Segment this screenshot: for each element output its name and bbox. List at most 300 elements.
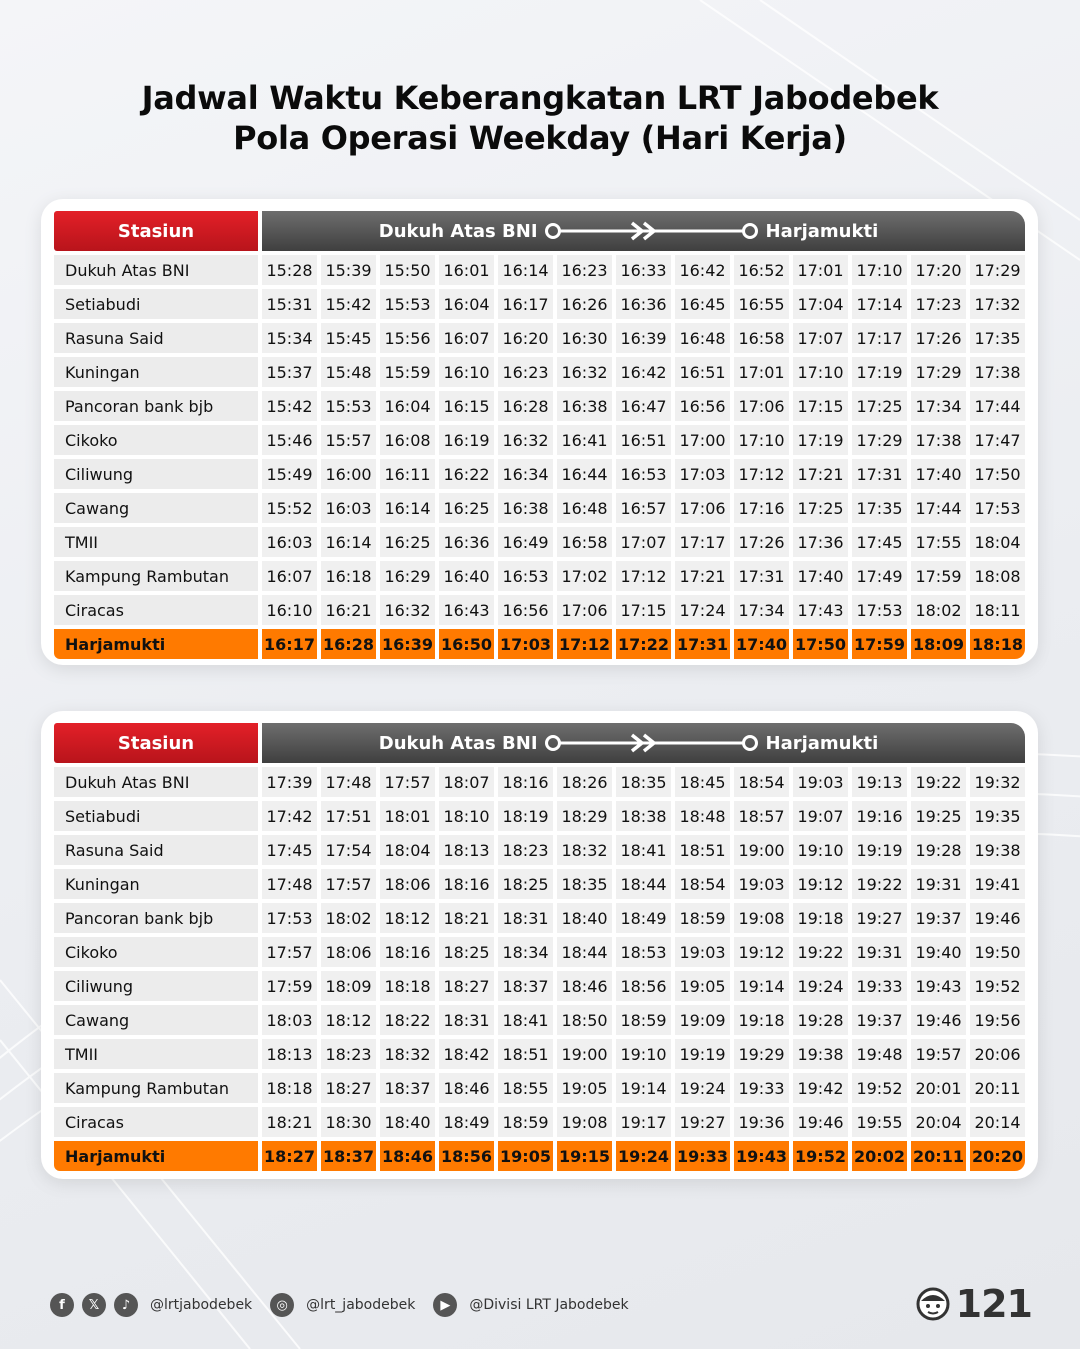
departure-time: 16:17 [498, 289, 553, 319]
departure-time: 16:40 [439, 561, 494, 591]
departure-time: 16:00 [321, 459, 376, 489]
hotline-logo [916, 1282, 1032, 1326]
departure-time: 19:05 [675, 971, 730, 1001]
route-to: Harjamukti [765, 220, 879, 242]
departure-time: 16:56 [675, 391, 730, 421]
departure-time: 19:38 [793, 1039, 848, 1069]
table-row [54, 1039, 1025, 1069]
departure-time: 19:14 [616, 1073, 671, 1103]
departure-time: 20:04 [911, 1107, 966, 1137]
departure-time: 18:29 [557, 801, 612, 831]
stasiun-header: Stasiun [54, 211, 258, 251]
table-row [54, 391, 1025, 421]
departure-time: 19:00 [557, 1039, 612, 1069]
station-name: Dukuh Atas BNI [54, 767, 258, 797]
schedule-table-2 [50, 719, 1029, 1175]
table-row [54, 801, 1025, 831]
departure-time: 16:51 [616, 425, 671, 455]
departure-time: 18:10 [439, 801, 494, 831]
departure-time: 18:06 [321, 937, 376, 967]
departure-time: 18:38 [616, 801, 671, 831]
station-name: Ciliwung [54, 971, 258, 1001]
departure-time: 18:12 [380, 903, 435, 933]
departure-time: 18:27 [321, 1073, 376, 1103]
departure-time: 16:01 [439, 255, 494, 285]
departure-time: 19:08 [557, 1107, 612, 1137]
departure-time: 19:03 [793, 767, 848, 797]
station-name: Cikoko [54, 937, 258, 967]
departure-time: 18:19 [498, 801, 553, 831]
departure-time: 17:53 [970, 493, 1025, 523]
departure-time: 19:36 [734, 1107, 789, 1137]
table-row [54, 1141, 1025, 1171]
station-name: Cikoko [54, 425, 258, 455]
departure-time: 15:31 [262, 289, 317, 319]
departure-time: 19:28 [793, 1005, 848, 1035]
departure-time: 17:06 [734, 391, 789, 421]
schedule-body-2 [54, 767, 1025, 1171]
table-row [54, 1107, 1025, 1137]
departure-time: 16:25 [380, 527, 435, 557]
departure-time: 17:15 [793, 391, 848, 421]
departure-time: 16:32 [557, 357, 612, 387]
table-row [54, 493, 1025, 523]
departure-time: 17:48 [321, 767, 376, 797]
departure-time: 17:20 [911, 255, 966, 285]
departure-time: 16:07 [262, 561, 317, 591]
departure-time: 17:54 [321, 835, 376, 865]
departure-time: 16:58 [734, 323, 789, 353]
departure-time: 19:56 [970, 1005, 1025, 1035]
departure-time: 16:58 [557, 527, 612, 557]
station-name: TMII [54, 1039, 258, 1069]
departure-time: 17:40 [734, 629, 789, 659]
departure-time: 18:41 [616, 835, 671, 865]
departure-time: 19:16 [852, 801, 907, 831]
departure-time: 17:15 [616, 595, 671, 625]
station-name: Ciracas [54, 1107, 258, 1137]
title-line-1: Jadwal Waktu Keberangkatan LRT Jabodebek [141, 79, 939, 117]
departure-time: 16:38 [498, 493, 553, 523]
station-name: Setiabudi [54, 801, 258, 831]
departure-time: 18:25 [439, 937, 494, 967]
departure-time: 19:52 [970, 971, 1025, 1001]
x-icon[interactable]: 𝕏 [82, 1293, 106, 1317]
departure-time: 19:38 [970, 835, 1025, 865]
departure-time: 17:38 [970, 357, 1025, 387]
departure-time: 16:32 [380, 595, 435, 625]
departure-time: 17:29 [852, 425, 907, 455]
departure-time: 18:57 [734, 801, 789, 831]
departure-time: 15:57 [321, 425, 376, 455]
table-row [54, 527, 1025, 557]
departure-time: 16:45 [675, 289, 730, 319]
departure-time: 17:03 [675, 459, 730, 489]
table-row [54, 869, 1025, 899]
schedule-card-1 [41, 199, 1038, 665]
departure-time: 18:45 [675, 767, 730, 797]
departure-time: 18:54 [675, 869, 730, 899]
departure-time: 18:32 [557, 835, 612, 865]
social-handle-2[interactable]: @lrt_jabodebek [306, 1297, 416, 1313]
departure-time: 17:12 [616, 561, 671, 591]
station-name: Kampung Rambutan [54, 1073, 258, 1103]
departure-time: 19:24 [616, 1141, 671, 1171]
departure-time: 16:26 [557, 289, 612, 319]
departure-time: 17:26 [911, 323, 966, 353]
departure-time: 19:28 [911, 835, 966, 865]
departure-time: 18:46 [380, 1141, 435, 1171]
route-header [262, 211, 1025, 251]
departure-time: 17:25 [793, 493, 848, 523]
facebook-icon[interactable]: f [50, 1293, 74, 1317]
departure-time: 19:33 [675, 1141, 730, 1171]
table-row [54, 1005, 1025, 1035]
departure-time: 19:50 [970, 937, 1025, 967]
station-name: Kuningan [54, 357, 258, 387]
departure-time: 16:42 [675, 255, 730, 285]
departure-time: 18:53 [616, 937, 671, 967]
station-name: Rasuna Said [54, 835, 258, 865]
departure-time: 16:56 [498, 595, 553, 625]
departure-time: 17:14 [852, 289, 907, 319]
departure-time: 15:37 [262, 357, 317, 387]
departure-time: 18:04 [970, 527, 1025, 557]
departure-time: 16:47 [616, 391, 671, 421]
station-name: Rasuna Said [54, 323, 258, 353]
tiktok-icon[interactable]: ♪ [114, 1293, 138, 1317]
departure-time: 17:23 [911, 289, 966, 319]
departure-time: 17:29 [970, 255, 1025, 285]
departure-time: 19:03 [734, 869, 789, 899]
departure-time: 18:09 [911, 629, 966, 659]
departure-time: 19:09 [675, 1005, 730, 1035]
departure-time: 19:37 [911, 903, 966, 933]
departure-time: 17:50 [970, 459, 1025, 489]
departure-time: 19:42 [793, 1073, 848, 1103]
departure-time: 19:22 [911, 767, 966, 797]
station-name: Kuningan [54, 869, 258, 899]
departure-time: 20:11 [970, 1073, 1025, 1103]
departure-time: 16:19 [439, 425, 494, 455]
departure-time: 17:55 [911, 527, 966, 557]
route-arrow-icon [544, 220, 760, 242]
departure-time: 18:40 [380, 1107, 435, 1137]
departure-time: 19:31 [852, 937, 907, 967]
departure-time: 19:10 [616, 1039, 671, 1069]
departure-time: 17:06 [675, 493, 730, 523]
departure-time: 17:44 [911, 493, 966, 523]
departure-time: 17:42 [262, 801, 317, 831]
departure-time: 18:37 [380, 1073, 435, 1103]
departure-time: 16:23 [557, 255, 612, 285]
departure-time: 17:07 [616, 527, 671, 557]
departure-time: 17:48 [262, 869, 317, 899]
departure-time: 18:44 [557, 937, 612, 967]
departure-time: 16:03 [321, 493, 376, 523]
departure-time: 17:10 [852, 255, 907, 285]
departure-time: 19:10 [793, 835, 848, 865]
departure-time: 18:12 [321, 1005, 376, 1035]
departure-time: 16:34 [498, 459, 553, 489]
departure-time: 17:17 [852, 323, 907, 353]
departure-time: 18:21 [439, 903, 494, 933]
departure-time: 17:10 [734, 425, 789, 455]
departure-time: 17:39 [262, 767, 317, 797]
departure-time: 19:27 [852, 903, 907, 933]
departure-time: 19:05 [557, 1073, 612, 1103]
departure-time: 17:24 [675, 595, 730, 625]
table-row [54, 459, 1025, 489]
departure-time: 17:35 [970, 323, 1025, 353]
departure-time: 17:07 [793, 323, 848, 353]
social-handle-1[interactable]: @lrtjabodebek [150, 1297, 253, 1313]
departure-time: 19:12 [734, 937, 789, 967]
departure-time: 18:46 [439, 1073, 494, 1103]
departure-time: 19:15 [557, 1141, 612, 1171]
departure-time: 20:06 [970, 1039, 1025, 1069]
table-row [54, 629, 1025, 659]
departure-time: 16:03 [262, 527, 317, 557]
departure-time: 17:59 [262, 971, 317, 1001]
departure-time: 17:36 [793, 527, 848, 557]
departure-time: 19:55 [852, 1107, 907, 1137]
departure-time: 18:18 [380, 971, 435, 1001]
departure-time: 18:59 [675, 903, 730, 933]
departure-time: 17:21 [793, 459, 848, 489]
departure-time: 20:11 [911, 1141, 966, 1171]
departure-time: 19:33 [852, 971, 907, 1001]
route-from: Dukuh Atas BNI [378, 732, 538, 754]
departure-time: 15:53 [321, 391, 376, 421]
departure-time: 17:31 [675, 629, 730, 659]
departure-time: 19:40 [911, 937, 966, 967]
departure-time: 18:16 [498, 767, 553, 797]
departure-time: 18:16 [380, 937, 435, 967]
departure-time: 18:44 [616, 869, 671, 899]
station-name: Setiabudi [54, 289, 258, 319]
departure-time: 18:18 [970, 629, 1025, 659]
departure-time: 19:46 [911, 1005, 966, 1035]
departure-time: 19:24 [793, 971, 848, 1001]
departure-time: 19:33 [734, 1073, 789, 1103]
departure-time: 17:57 [321, 869, 376, 899]
departure-time: 19:25 [911, 801, 966, 831]
departure-time: 15:42 [321, 289, 376, 319]
departure-time: 18:37 [321, 1141, 376, 1171]
departure-time: 16:41 [557, 425, 612, 455]
departure-time: 19:22 [852, 869, 907, 899]
departure-time: 18:25 [498, 869, 553, 899]
departure-time: 15:52 [262, 493, 317, 523]
station-name: Harjamukti [54, 629, 258, 659]
departure-time: 16:04 [439, 289, 494, 319]
departure-time: 16:48 [675, 323, 730, 353]
departure-time: 16:30 [557, 323, 612, 353]
departure-time: 18:40 [557, 903, 612, 933]
departure-time: 16:36 [616, 289, 671, 319]
departure-time: 17:04 [793, 289, 848, 319]
departure-time: 19:31 [911, 869, 966, 899]
departure-time: 19:18 [734, 1005, 789, 1035]
departure-time: 17:38 [911, 425, 966, 455]
departure-time: 18:23 [498, 835, 553, 865]
departure-time: 17:44 [970, 391, 1025, 421]
departure-time: 18:13 [262, 1039, 317, 1069]
departure-time: 16:04 [380, 391, 435, 421]
departure-time: 19:19 [852, 835, 907, 865]
departure-time: 18:09 [321, 971, 376, 1001]
departure-time: 20:01 [911, 1073, 966, 1103]
departure-time: 17:49 [852, 561, 907, 591]
departure-time: 17:47 [970, 425, 1025, 455]
departure-time: 16:10 [439, 357, 494, 387]
departure-time: 18:59 [616, 1005, 671, 1035]
departure-time: 16:57 [616, 493, 671, 523]
departure-time: 17:35 [852, 493, 907, 523]
departure-time: 19:52 [852, 1073, 907, 1103]
table-row [54, 937, 1025, 967]
departure-time: 16:08 [380, 425, 435, 455]
departure-time: 16:25 [439, 493, 494, 523]
departure-time: 16:51 [675, 357, 730, 387]
departure-time: 20:02 [852, 1141, 907, 1171]
departure-time: 17:40 [911, 459, 966, 489]
departure-time: 19:32 [970, 767, 1025, 797]
departure-time: 18:11 [970, 595, 1025, 625]
departure-time: 18:51 [498, 1039, 553, 1069]
station-name: Dukuh Atas BNI [54, 255, 258, 285]
departure-time: 16:32 [498, 425, 553, 455]
departure-time: 17:59 [911, 561, 966, 591]
departure-time: 19:18 [793, 903, 848, 933]
departure-time: 16:53 [616, 459, 671, 489]
departure-time: 15:45 [321, 323, 376, 353]
departure-time: 16:42 [616, 357, 671, 387]
departure-time: 18:34 [498, 937, 553, 967]
departure-time: 17:34 [734, 595, 789, 625]
departure-time: 18:23 [321, 1039, 376, 1069]
departure-time: 15:48 [321, 357, 376, 387]
title-line-2: Pola Operasi Weekday (Hari Kerja) [233, 119, 847, 157]
page-title [0, 78, 1080, 158]
departure-time: 16:17 [262, 629, 317, 659]
departure-time: 19:48 [852, 1039, 907, 1069]
hotline-number: 121 [955, 1282, 1032, 1326]
departure-time: 19:29 [734, 1039, 789, 1069]
departure-time: 16:21 [321, 595, 376, 625]
departure-time: 18:31 [498, 903, 553, 933]
departure-time: 20:20 [970, 1141, 1025, 1171]
departure-time: 17:19 [793, 425, 848, 455]
departure-time: 18:27 [439, 971, 494, 1001]
departure-time: 16:20 [498, 323, 553, 353]
departure-time: 19:46 [793, 1107, 848, 1137]
departure-time: 16:15 [439, 391, 494, 421]
departure-time: 18:46 [557, 971, 612, 1001]
table-row [54, 595, 1025, 625]
social-handle-3[interactable]: @Divisi LRT Jabodebek [469, 1297, 629, 1313]
station-name: TMII [54, 527, 258, 557]
table-row [54, 323, 1025, 353]
station-name: Ciracas [54, 595, 258, 625]
departure-time: 17:26 [734, 527, 789, 557]
schedule-card-2 [41, 711, 1038, 1179]
departure-time: 17:53 [852, 595, 907, 625]
departure-time: 17:34 [911, 391, 966, 421]
departure-time: 16:55 [734, 289, 789, 319]
station-name: Pancoran bank bjb [54, 903, 258, 933]
departure-time: 16:07 [439, 323, 494, 353]
departure-time: 17:40 [793, 561, 848, 591]
departure-time: 18:54 [734, 767, 789, 797]
route-arrow-icon [544, 732, 760, 754]
departure-time: 16:23 [498, 357, 553, 387]
departure-time: 17:59 [852, 629, 907, 659]
departure-time: 19:05 [498, 1141, 553, 1171]
departure-time: 18:26 [557, 767, 612, 797]
departure-time: 18:02 [911, 595, 966, 625]
instagram-icon[interactable]: ◎ [270, 1293, 294, 1317]
table-row [54, 767, 1025, 797]
departure-time: 19:35 [970, 801, 1025, 831]
departure-time: 19:08 [734, 903, 789, 933]
departure-time: 18:18 [262, 1073, 317, 1103]
departure-time: 18:35 [616, 767, 671, 797]
departure-time: 17:45 [262, 835, 317, 865]
departure-time: 18:31 [439, 1005, 494, 1035]
youtube-icon[interactable]: ▶ [433, 1293, 457, 1317]
departure-time: 16:28 [498, 391, 553, 421]
station-name: Harjamukti [54, 1141, 258, 1171]
departure-time: 16:10 [262, 595, 317, 625]
table-row [54, 425, 1025, 455]
station-name: Ciliwung [54, 459, 258, 489]
table-row [54, 1073, 1025, 1103]
departure-time: 16:33 [616, 255, 671, 285]
table-row [54, 835, 1025, 865]
departure-time: 18:48 [675, 801, 730, 831]
departure-time: 16:39 [380, 629, 435, 659]
departure-time: 16:53 [498, 561, 553, 591]
departure-time: 15:28 [262, 255, 317, 285]
departure-time: 15:49 [262, 459, 317, 489]
departure-time: 17:22 [616, 629, 671, 659]
departure-time: 18:03 [262, 1005, 317, 1035]
departure-time: 18:27 [262, 1141, 317, 1171]
departure-time: 16:14 [321, 527, 376, 557]
departure-time: 17:21 [675, 561, 730, 591]
departure-time: 19:14 [734, 971, 789, 1001]
departure-time: 16:28 [321, 629, 376, 659]
table-row [54, 561, 1025, 591]
departure-time: 18:04 [380, 835, 435, 865]
departure-time: 17:16 [734, 493, 789, 523]
departure-time: 18:02 [321, 903, 376, 933]
departure-time: 17:12 [734, 459, 789, 489]
departure-time: 18:50 [557, 1005, 612, 1035]
schedule-body-1 [54, 255, 1025, 659]
departure-time: 16:52 [734, 255, 789, 285]
departure-time: 19:46 [970, 903, 1025, 933]
departure-time: 17:12 [557, 629, 612, 659]
departure-time: 18:21 [262, 1107, 317, 1137]
schedule-table-1 [50, 207, 1029, 663]
departure-time: 19:57 [911, 1039, 966, 1069]
departure-time: 17:03 [498, 629, 553, 659]
departure-time: 16:36 [439, 527, 494, 557]
departure-time: 19:52 [793, 1141, 848, 1171]
